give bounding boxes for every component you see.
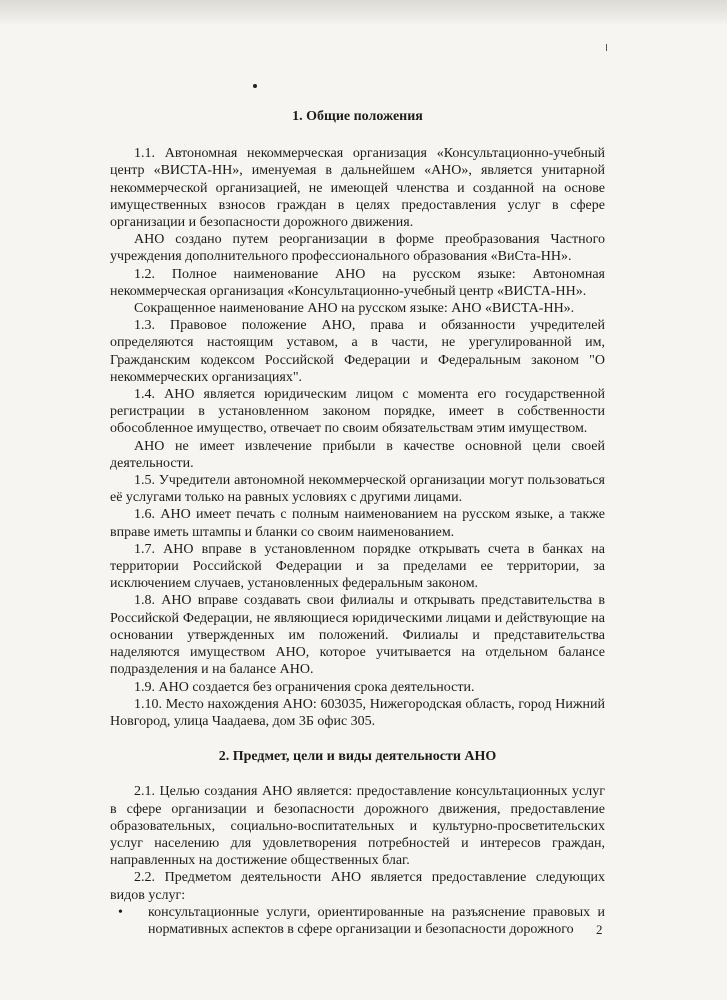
paragraph-2-2: 2.2. Предметом деятельности АНО является предоставление следующих видов услуг: [110, 870, 605, 903]
paragraph-1-9: 1.9. АНО создается без ограничения срока деятельности. [134, 679, 475, 695]
paragraph-2-1: 2.1. Целью создания АНО является: предоставление консультационных услуг в сфере организации и безопасности дорожного движения, предоставление образовательных, социально-воспитательных и культурно-просветительских услуг населению для удовлетворения потребностей и интересов граждан, направленных на достижение общественных благ. [110, 784, 605, 869]
paragraph-1-5: 1.5. Учредители автономной некоммерческой организации могут пользоваться её услугами только на равных условиях с другими лицами. [110, 473, 605, 506]
scan-dot [253, 84, 257, 88]
paragraph-1-7: 1.7. АНО вправе в установленном порядке открывать счета в банках на территории Российской Федерации и за пределами ее территории, за исключением случаев, установленных федеральным законом. [110, 541, 605, 592]
paragraph-1-8: 1.8. АНО вправе создавать свои филиалы и открывать представительства в Российской Федерации, не являющиеся юридическими лицами и действующие на основании утвержденных им положений. Филиалы и представительства наделяются имуществом АНО, которое учитывается на отдельном балансе подразделения и на балансе АНО. [110, 593, 605, 678]
page-number: 2 [596, 922, 603, 937]
list-item: • консультационные услуги, ориентированные на разъяснение правовых и нормативных аспектов в сфере организации и безопасности дорожного [148, 904, 605, 938]
paragraph-1-1: 1.1. Автономная некоммерческая организация «Консультационно-учебный центр «ВИСТА-НН», именуемая в дальнейшем «АНО», является унитарной некоммерческой организацией, не имеющей членства и созданной на основе имущественных взносов граждан в целях предоставления услуг в сфере организации и безопасности дорожного движения. [110, 146, 605, 231]
paragraph-1-1-b: АНО создано путем реорганизации в форме преобразования Частного учреждения дополнительного профессионального образования «ВиСта-НН». [110, 232, 605, 265]
paragraph-1-4-b: АНО не имеет извлечение прибыли в качестве основной цели своей деятельности. [110, 438, 605, 471]
scan-mark [606, 44, 607, 51]
paragraph-1-2: 1.2. Полное наименование АНО на русском языке: Автономная некоммерческая организация «Консультационно-учебный центр «ВИСТА-НН». [110, 266, 605, 299]
section-2-title: 2. Предмет, цели и виды деятельности АНО [218, 749, 497, 765]
scan-shadow [0, 0, 727, 26]
document-body [110, 108, 605, 938]
paragraph-1-2-b: Сокращенное наименование АНО на русском языке: АНО «ВИСТА-НН». [134, 301, 575, 317]
paragraph-1-4: 1.4. АНО является юридическим лицом с момента его государственной регистрации в установленном законом порядке, имеет в собственности обособленное имущество, отвечает по своим обязательствам этим имуществом. [110, 387, 605, 437]
paragraph-1-10: 1.10. Место нахождения АНО: 603035, Нижегородская область, город Нижний Новгород, улица Чаадаева, дом 3Б офис 305. [110, 696, 605, 729]
services-list [110, 904, 605, 938]
paragraph-1-6: 1.6. АНО имеет печать с полным наименованием на русском языке, а также вправе иметь штампы и бланки со своим наименованием. [110, 507, 605, 540]
section-1-title: 1. Общие положения [292, 109, 423, 124]
paragraph-1-3: 1.3. Правовое положение АНО, права и обязанности учредителей определяются настоящим уставом, а в части, не урегулированной им, Гражданским кодексом Российской Федерации и Федеральным законом "О некоммерческих организациях". [110, 318, 605, 385]
